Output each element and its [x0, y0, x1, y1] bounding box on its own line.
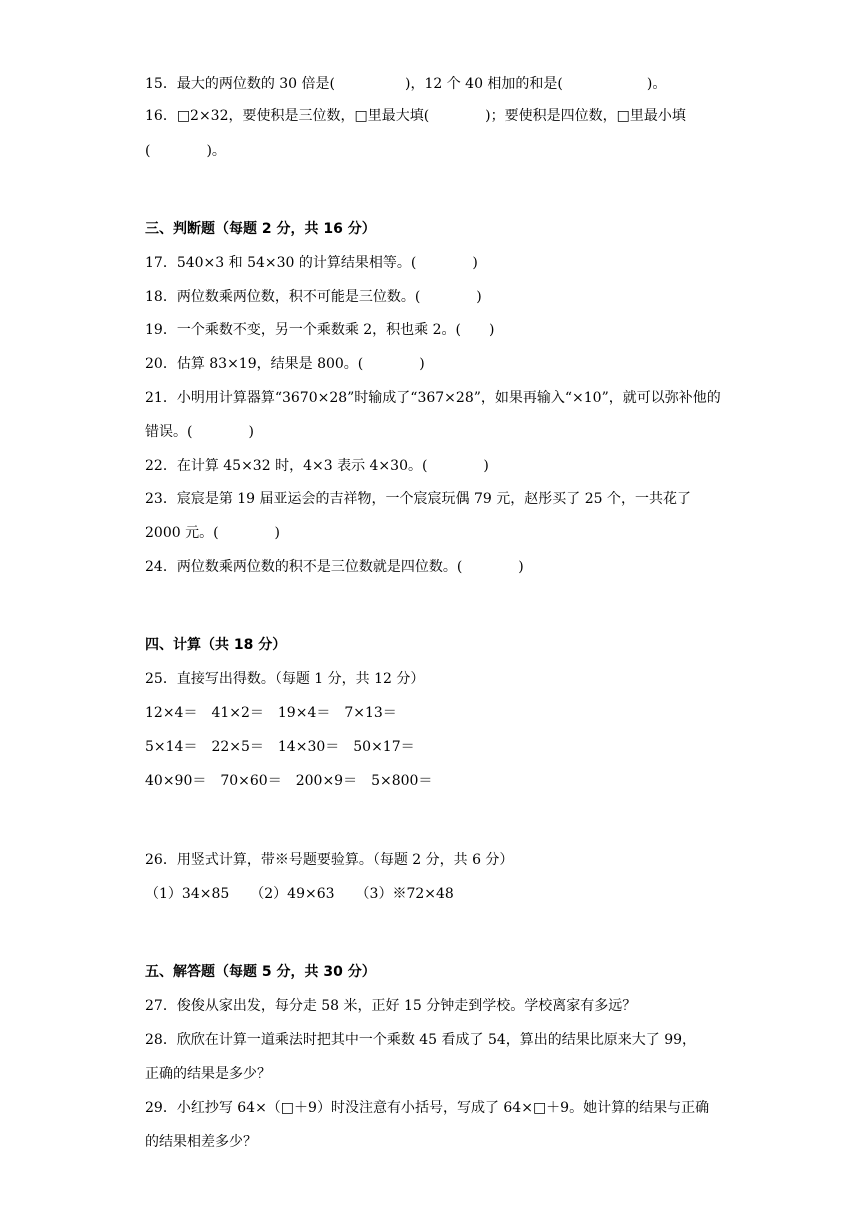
mental-math-row-1: 12×4＝ 41×2＝ 19×4＝ 7×13＝ [145, 705, 397, 721]
question-18: 18．两位数乘两位数，积不可能是三位数。( ) [145, 289, 482, 305]
mental-math-row-3: 40×90＝ 70×60＝ 200×9＝ 5×800＝ [145, 773, 433, 789]
question-28-line-1: 28．欣欣在计算一道乘法时把其中一个乘数 45 看成了 54，算出的结果比原来大了 99， [145, 1032, 697, 1048]
question-17: 17．540×3 和 54×30 的计算结果相等。( ) [145, 255, 478, 271]
question-21-line-1: 21．小明用计算器算“3670×28”时输成了“367×28”，如果再输入“×10”，就可以弥补他的 [145, 390, 721, 406]
question-29-line-2: 的结果相差多少？ [145, 1134, 257, 1150]
question-28-line-2: 正确的结果是多少？ [145, 1066, 271, 1082]
question-15: 15．最大的两位数的 30 倍是( )，12 个 40 相加的和是( )。 [145, 76, 667, 92]
question-26-items: （1）34×85 （2）49×63 （3）※72×48 [145, 886, 454, 902]
mental-math-row-2: 5×14＝ 22×5＝ 14×30＝ 50×17＝ [145, 739, 415, 755]
question-29-line-1: 29．小红抄写 64×（□＋9）时没注意有小括号，写成了 64×□＋9。她计算的结果与正确 [145, 1100, 710, 1116]
section-heading-calc: 四、计算（共 18 分） [145, 637, 287, 653]
question-16-line-2: ( )。 [145, 143, 226, 159]
question-26: 26．用竖式计算，带※号题要验算。（每题 2 分，共 6 分） [145, 852, 514, 868]
question-16-line-1: 16．□2×32，要使积是三位数，□里最大填( )；要使积是四位数，□里最小填 [145, 108, 686, 124]
question-22: 22．在计算 45×32 时，4×3 表示 4×30。( ) [145, 458, 489, 474]
section-heading-solve: 五、解答题（每题 5 分，共 30 分） [145, 964, 376, 980]
question-24: 24．两位数乘两位数的积不是三位数就是四位数。( ) [145, 559, 524, 575]
section-heading-judge: 三、判断题（每题 2 分，共 16 分） [145, 221, 376, 237]
question-20: 20．估算 83×19，结果是 800。( ) [145, 356, 425, 372]
question-21-line-2: 错误。( ) [145, 424, 254, 440]
question-23-line-2: 2000 元。( ) [145, 525, 281, 541]
question-19: 19．一个乘数不变，另一个乘数乘 2，积也乘 2。( ) [145, 322, 495, 338]
question-27: 27．俊俊从家出发，每分走 58 米，正好 15 分钟走到学校。学校离家有多远？ [145, 998, 637, 1014]
question-23-line-1: 23．宸宸是第 19 届亚运会的吉祥物，一个宸宸玩偶 79 元，赵彤买了 25 个，一共花了 [145, 491, 691, 507]
question-25: 25．直接写出得数。（每题 1 分，共 12 分） [145, 671, 425, 687]
